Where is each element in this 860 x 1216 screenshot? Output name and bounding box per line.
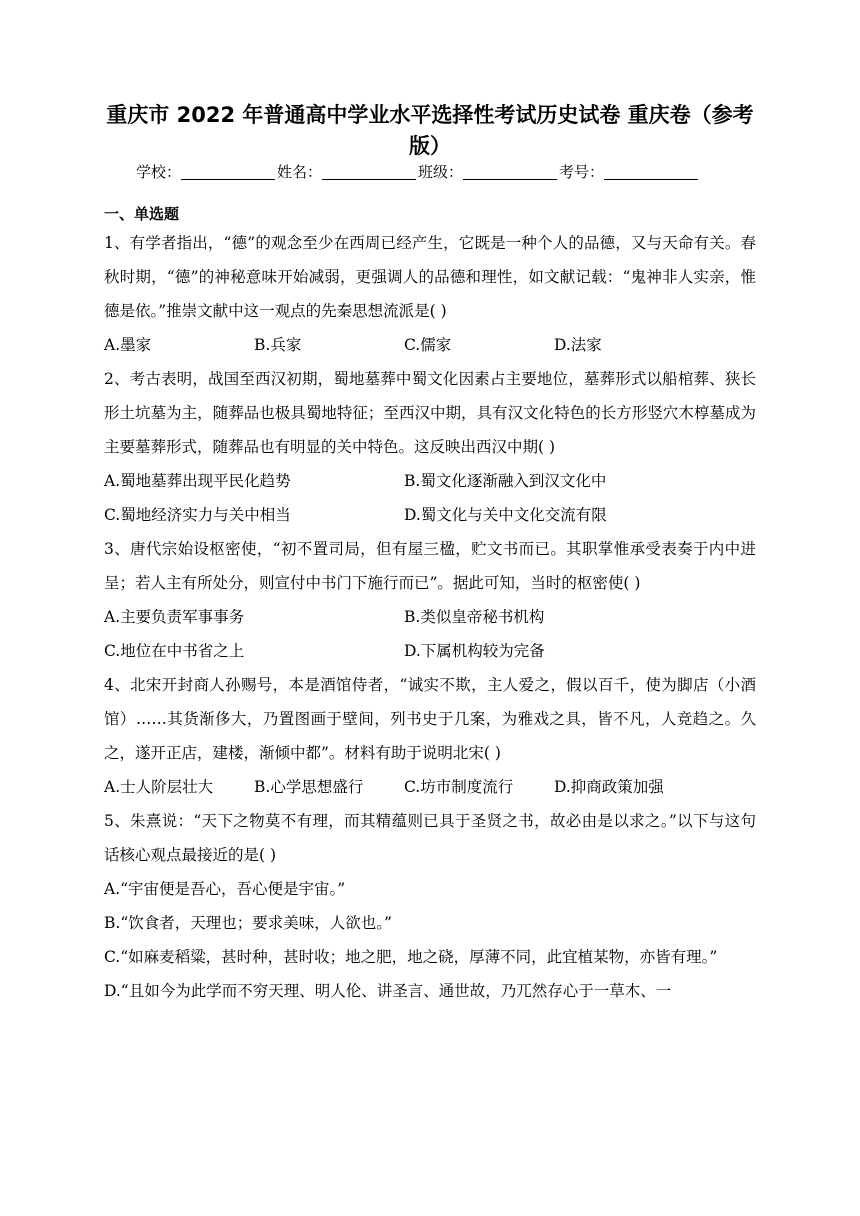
question-3 xyxy=(104,532,756,668)
questions-list xyxy=(104,226,756,1008)
student-info-row xyxy=(136,159,700,185)
page-title xyxy=(100,100,760,162)
question-stem: 5、朱熹说：“天下之物莫不有理，而其精蕴则已具于圣贤之书，故必由是以求之。”以下与这句话核心观点最接近的是( ) xyxy=(104,812,756,864)
question-stem: 1、有学者指出，“德”的观念至少在西周已经产生，它既是一种个人的品德，又与天命有关。春秋时期，“德”的神秘意味开始减弱，更强调人的品德和理性，如文献记载：“鬼神非人实亲，惟德是依。”推崇文献中这一观点的先秦思想流派是( ) xyxy=(104,234,756,320)
question-5 xyxy=(104,804,756,1008)
option-d[interactable]: D.法家 xyxy=(554,336,602,354)
options-row xyxy=(104,498,756,532)
option-c[interactable]: C.坊市制度流行 xyxy=(404,778,514,796)
option-a[interactable]: A.主要负责军事事务 xyxy=(104,608,245,626)
class-label: 班级： xyxy=(418,163,464,181)
school-blank[interactable] xyxy=(181,163,275,180)
name-label: 姓名： xyxy=(277,163,323,181)
name-blank[interactable] xyxy=(322,163,416,180)
option-b[interactable]: B.心学思想盛行 xyxy=(254,778,364,796)
option-c[interactable]: C.地位在中书省之上 xyxy=(104,642,245,660)
option-a[interactable]: A.士人阶层壮大 xyxy=(104,778,214,796)
option-a[interactable]: A.墨家 xyxy=(104,336,152,354)
question-stem: 2、考古表明，战国至西汉初期，蜀地墓葬中蜀文化因素占主要地位，墓葬形式以船棺葬、狭长形土坑墓为主，随葬品也极具蜀地特征；至西汉中期，具有汉文化特色的长方形竖穴木椁墓成为主要墓葬形式，随葬品也有明显的关中特色。这反映出西汉中期( ) xyxy=(104,370,756,456)
school-label: 学校： xyxy=(136,163,182,181)
question-4 xyxy=(104,668,756,804)
exam-number-blank[interactable] xyxy=(604,163,698,180)
option-a[interactable]: A.蜀地墓葬出现平民化趋势 xyxy=(104,472,291,490)
class-blank[interactable] xyxy=(463,163,557,180)
option-c[interactable]: C.儒家 xyxy=(404,336,452,354)
option-b[interactable]: B.“饮食者，天理也；要求美味，人欲也。” xyxy=(104,914,392,932)
title-line-1: 重庆市 2022 年普通高中学业水平选择性考试历史试卷 重庆卷（参考 xyxy=(106,103,754,127)
option-c[interactable]: C.蜀地经济实力与关中相当 xyxy=(104,506,291,524)
option-d[interactable]: D.蜀文化与关中文化交流有限 xyxy=(404,506,607,524)
option-b[interactable]: B.蜀文化逐渐融入到汉文化中 xyxy=(404,472,607,490)
question-stem: 4、北宋开封商人孙赐号，本是酒馆侍者，“诚实不欺，主人爱之，假以百千，使为脚店（小酒馆）……其货渐侈大，乃置图画于壁间，列书史于几案，为雅戏之具，皆不凡，人竞趋之。久之，遂开正店，建楼，渐倾中都”。材料有助于说明北宋( ) xyxy=(104,676,756,762)
question-2 xyxy=(104,362,756,532)
options-row xyxy=(104,328,756,362)
option-c[interactable]: C.“如麻麦稻粱，甚时种，甚时收；地之肥，地之硗，厚薄不同，此宜植某物，亦皆有理。” xyxy=(104,948,718,966)
options-row xyxy=(104,634,756,668)
option-b[interactable]: B.类似皇帝秘书机构 xyxy=(404,608,545,626)
options-row xyxy=(104,464,756,498)
exam-number-label: 考号： xyxy=(559,163,605,181)
option-a[interactable]: A.“宇宙便是吾心，吾心便是宇宙。” xyxy=(104,880,346,898)
title-line-2: 版） xyxy=(409,134,451,158)
question-stem: 3、唐代宗始设枢密使，“初不置司局，但有屋三楹，贮文书而已。其职掌惟承受表奏于内中进呈；若人主有所处分，则宣付中书门下施行而已”。据此可知，当时的枢密使( ) xyxy=(104,540,756,592)
option-d[interactable]: D.“且如今为此学而不穷天理、明人伦、讲圣言、通世故，乃兀然存心于一草木、一 xyxy=(104,982,672,1000)
options-row xyxy=(104,600,756,634)
section-heading: 一、单选题 xyxy=(104,205,180,223)
option-b[interactable]: B.兵家 xyxy=(254,336,302,354)
question-1 xyxy=(104,226,756,362)
options-row xyxy=(104,770,756,804)
option-d[interactable]: D.下属机构较为完备 xyxy=(404,642,545,660)
option-d[interactable]: D.抑商政策加强 xyxy=(554,778,664,796)
